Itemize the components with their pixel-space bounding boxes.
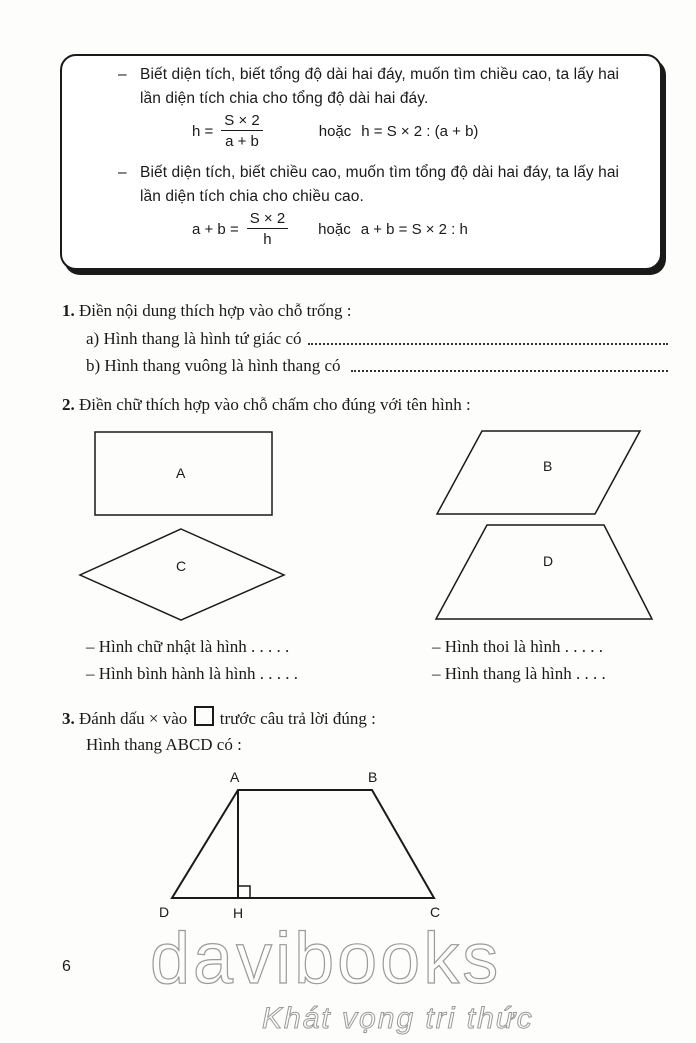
fraction-2: $\frac{S \times 2}{h}$ — [247, 210, 288, 248]
watermark-slogan: Khát vọng tri thức — [262, 1002, 534, 1035]
ex2-title: 2. Điền chữ thích hợp vào chỗ chấm cho đúng với tên hình : — [62, 395, 471, 414]
point-h: H — [233, 905, 244, 921]
shape-label-c: C — [176, 558, 187, 574]
point-d: D — [159, 904, 170, 920]
ex2-line-left-2: – Hình bình hành là hình . . . . . — [86, 664, 299, 683]
fraction-1: $\frac{S \times 2}{a + b}$ — [221, 112, 262, 150]
checkbox-icon — [194, 706, 214, 726]
shape-label-a: A — [176, 465, 186, 481]
point-b: B — [368, 769, 378, 785]
ex1-item-b: b) Hình thang vuông là hình thang có — [86, 356, 668, 376]
right-angle-mark — [238, 886, 250, 898]
ex3-title: 3. Đánh dấu × vào trước câu trả lời đúng : — [62, 706, 376, 729]
rule-2: – Biết diện tích, biết chiều cao, muốn tìm tổng độ dài hai đáy, ta lấy hai — [118, 164, 620, 181]
point-a: A — [230, 769, 240, 785]
ex3-subtitle: Hình thang ABCD có : — [86, 735, 242, 754]
ex2-line-right-1: – Hình thoi là hình . . . . . — [432, 637, 603, 656]
rule-1: – Biết diện tích, biết tổng độ dài hai đáy, muốn tìm chiều cao, ta lấy hai — [118, 66, 620, 83]
trapezoid-d — [436, 525, 652, 619]
shape-label-d: D — [543, 553, 554, 569]
rule-2-cont: lần diện tích chia cho chiều cao. — [140, 188, 364, 205]
ex1-title: 1. Điền nội dung thích hợp vào chỗ trống : — [62, 301, 352, 320]
ex1-item-a: a) Hình thang là hình tứ giác có — [86, 329, 668, 349]
shape-label-b: B — [543, 458, 553, 474]
page-number: 6 — [62, 958, 71, 975]
trapezoid-abcd — [172, 790, 434, 898]
rule-1-cont: lần diện tích chia cho tổng độ dài hai đáy. — [140, 90, 429, 107]
formula-2: a + b = $\frac{S \times 2}{h}$ hoặc a + b = S × 2 : h — [192, 210, 468, 248]
parallelogram-b — [437, 431, 640, 514]
ex2-line-right-2: – Hình thang là hình . . . . — [432, 664, 606, 683]
formula-1: h = $\frac{S \times 2}{a + b}$ hoặc h = S × 2 : (a + b) — [192, 112, 479, 150]
point-c: C — [430, 904, 441, 920]
watermark-logo: davibooks — [150, 919, 502, 999]
ex2-line-left-1: – Hình chữ nhật là hình . . . . . — [86, 637, 290, 656]
rhombus-c — [80, 529, 284, 620]
